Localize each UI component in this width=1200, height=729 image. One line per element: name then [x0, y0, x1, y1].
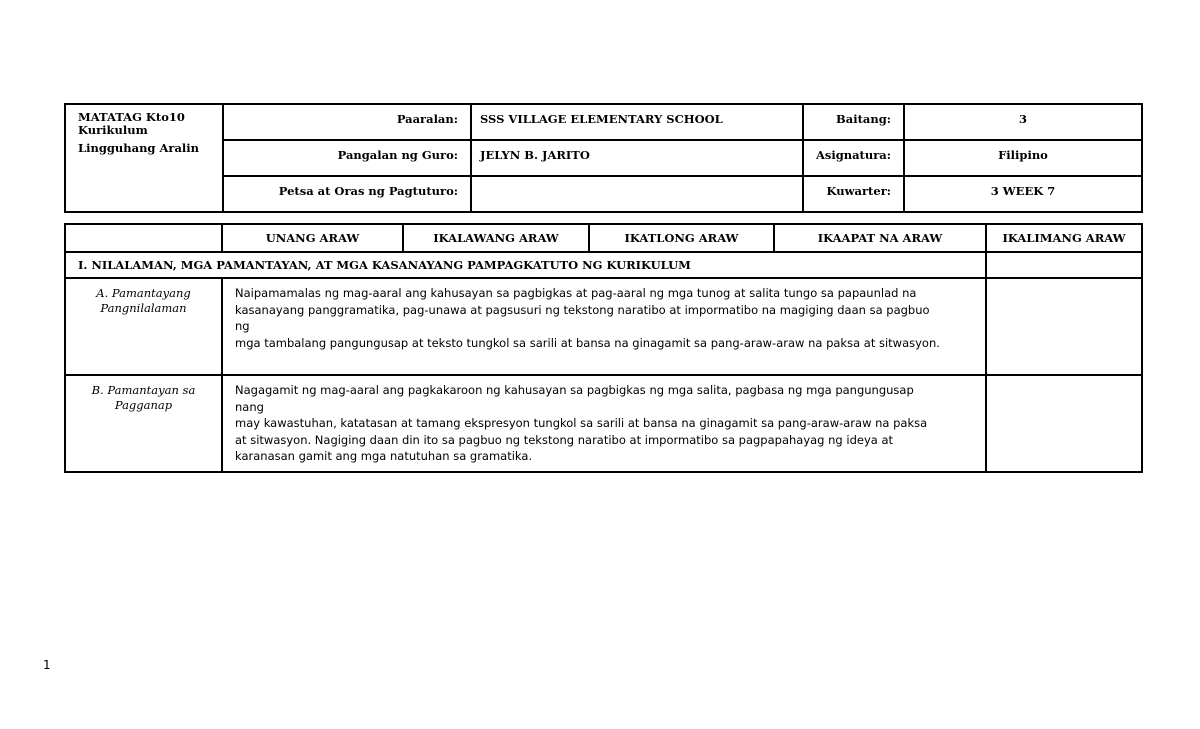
lesson-type-title: Lingguhang Aralin: [78, 141, 200, 155]
curriculum-title-cell: [65, 104, 223, 212]
content-standard-label-line1: A. Pamantayang: [96, 286, 191, 300]
text-line: karanasan gamit ang mga natutuhan sa gramatika.: [235, 449, 533, 463]
curriculum-subtitle: Kurikulum: [78, 123, 148, 137]
datetime-value: [471, 176, 803, 212]
teacher-label: Pangalan ng Guro:: [223, 140, 471, 176]
school-value: SSS VILLAGE ELEMENTARY SCHOOL: [471, 104, 803, 140]
day-header-4: IKAAPAT NA ARAW: [774, 224, 986, 252]
text-line: Naipamamalas ng mag-aaral ang kahusayan sa pagbigkas at pag-aaral ng mga tunog at salita tungo sa papaunlad na: [235, 286, 917, 300]
quarter-label: Kuwarter:: [803, 176, 904, 212]
text-line: may kawastuhan, katatasan at tamang ekspresyon tungkol sa sarili at bansa na ginagamit sa pang-araw-araw na paksa: [235, 416, 928, 430]
performance-standard-label-line1: B. Pamantayan sa: [91, 383, 196, 397]
subject-value: Filipino: [904, 140, 1142, 176]
text-line: Nagagamit ng mag-aaral ang pagkakaroon ng kahusayan sa pagbigkas ng mga salita, pagbasa ng mga pangungusap nang: [235, 383, 914, 414]
performance-standard-label-line2: Pagganap: [114, 398, 173, 412]
content-standard-label-line2: Pangnilalaman: [100, 301, 187, 315]
grade-value: 3: [904, 104, 1142, 140]
lesson-header-table: [64, 103, 1143, 213]
school-label: Paaralan:: [223, 104, 471, 140]
content-standard-row: [65, 278, 1142, 375]
text-line: kasanayang panggramatika, pag-unawa at pagsusuri ng tekstong naratibo at impormatibo na magiging daan sa pagbuo ng: [235, 302, 930, 333]
performance-standard-day5-cell: [986, 375, 1142, 472]
curriculum-title: MATATAG Kto10: [78, 110, 185, 124]
text-line: at sitwasyon. Nagiging daan din ito sa pagbuo ng tekstong naratibo at impormatibo sa pagpapahayag ng ideya at: [235, 432, 894, 447]
day-header-row: [65, 224, 1142, 252]
section-empty-cell: [986, 252, 1142, 278]
page-number: 1: [43, 658, 51, 672]
performance-standard-label: [65, 375, 222, 472]
section-row: [65, 252, 1142, 278]
content-standard-day5-cell: [986, 278, 1142, 375]
content-standard-text: [222, 278, 986, 375]
section-title: I. NILALAMAN, MGA PAMANTAYAN, AT MGA KASANAYANG PAMPAGKATUTO NG KURIKULUM: [65, 252, 986, 278]
performance-standard-row: [65, 375, 1142, 472]
grade-label: Baitang:: [803, 104, 904, 140]
day-header-1: UNANG ARAW: [222, 224, 403, 252]
performance-standard-text: [222, 375, 986, 472]
empty-corner-cell: [65, 224, 222, 252]
text-line: mga tambalang pangungusap at teksto tungkol sa sarili at bansa na ginagamit sa pang-araw-araw na paksa at sitwasyon.: [235, 335, 940, 350]
subject-label: Asignatura:: [803, 140, 904, 176]
day-header-2: IKALAWANG ARAW: [403, 224, 589, 252]
datetime-label: Petsa at Oras ng Pagtuturo:: [223, 176, 471, 212]
lesson-plan-table: [64, 223, 1143, 473]
day-header-3: IKATLONG ARAW: [589, 224, 774, 252]
day-header-5: IKALIMANG ARAW: [986, 224, 1142, 252]
content-standard-label: [65, 278, 222, 375]
quarter-value: 3 WEEK 7: [904, 176, 1142, 212]
teacher-value: JELYN B. JARITO: [471, 140, 803, 176]
